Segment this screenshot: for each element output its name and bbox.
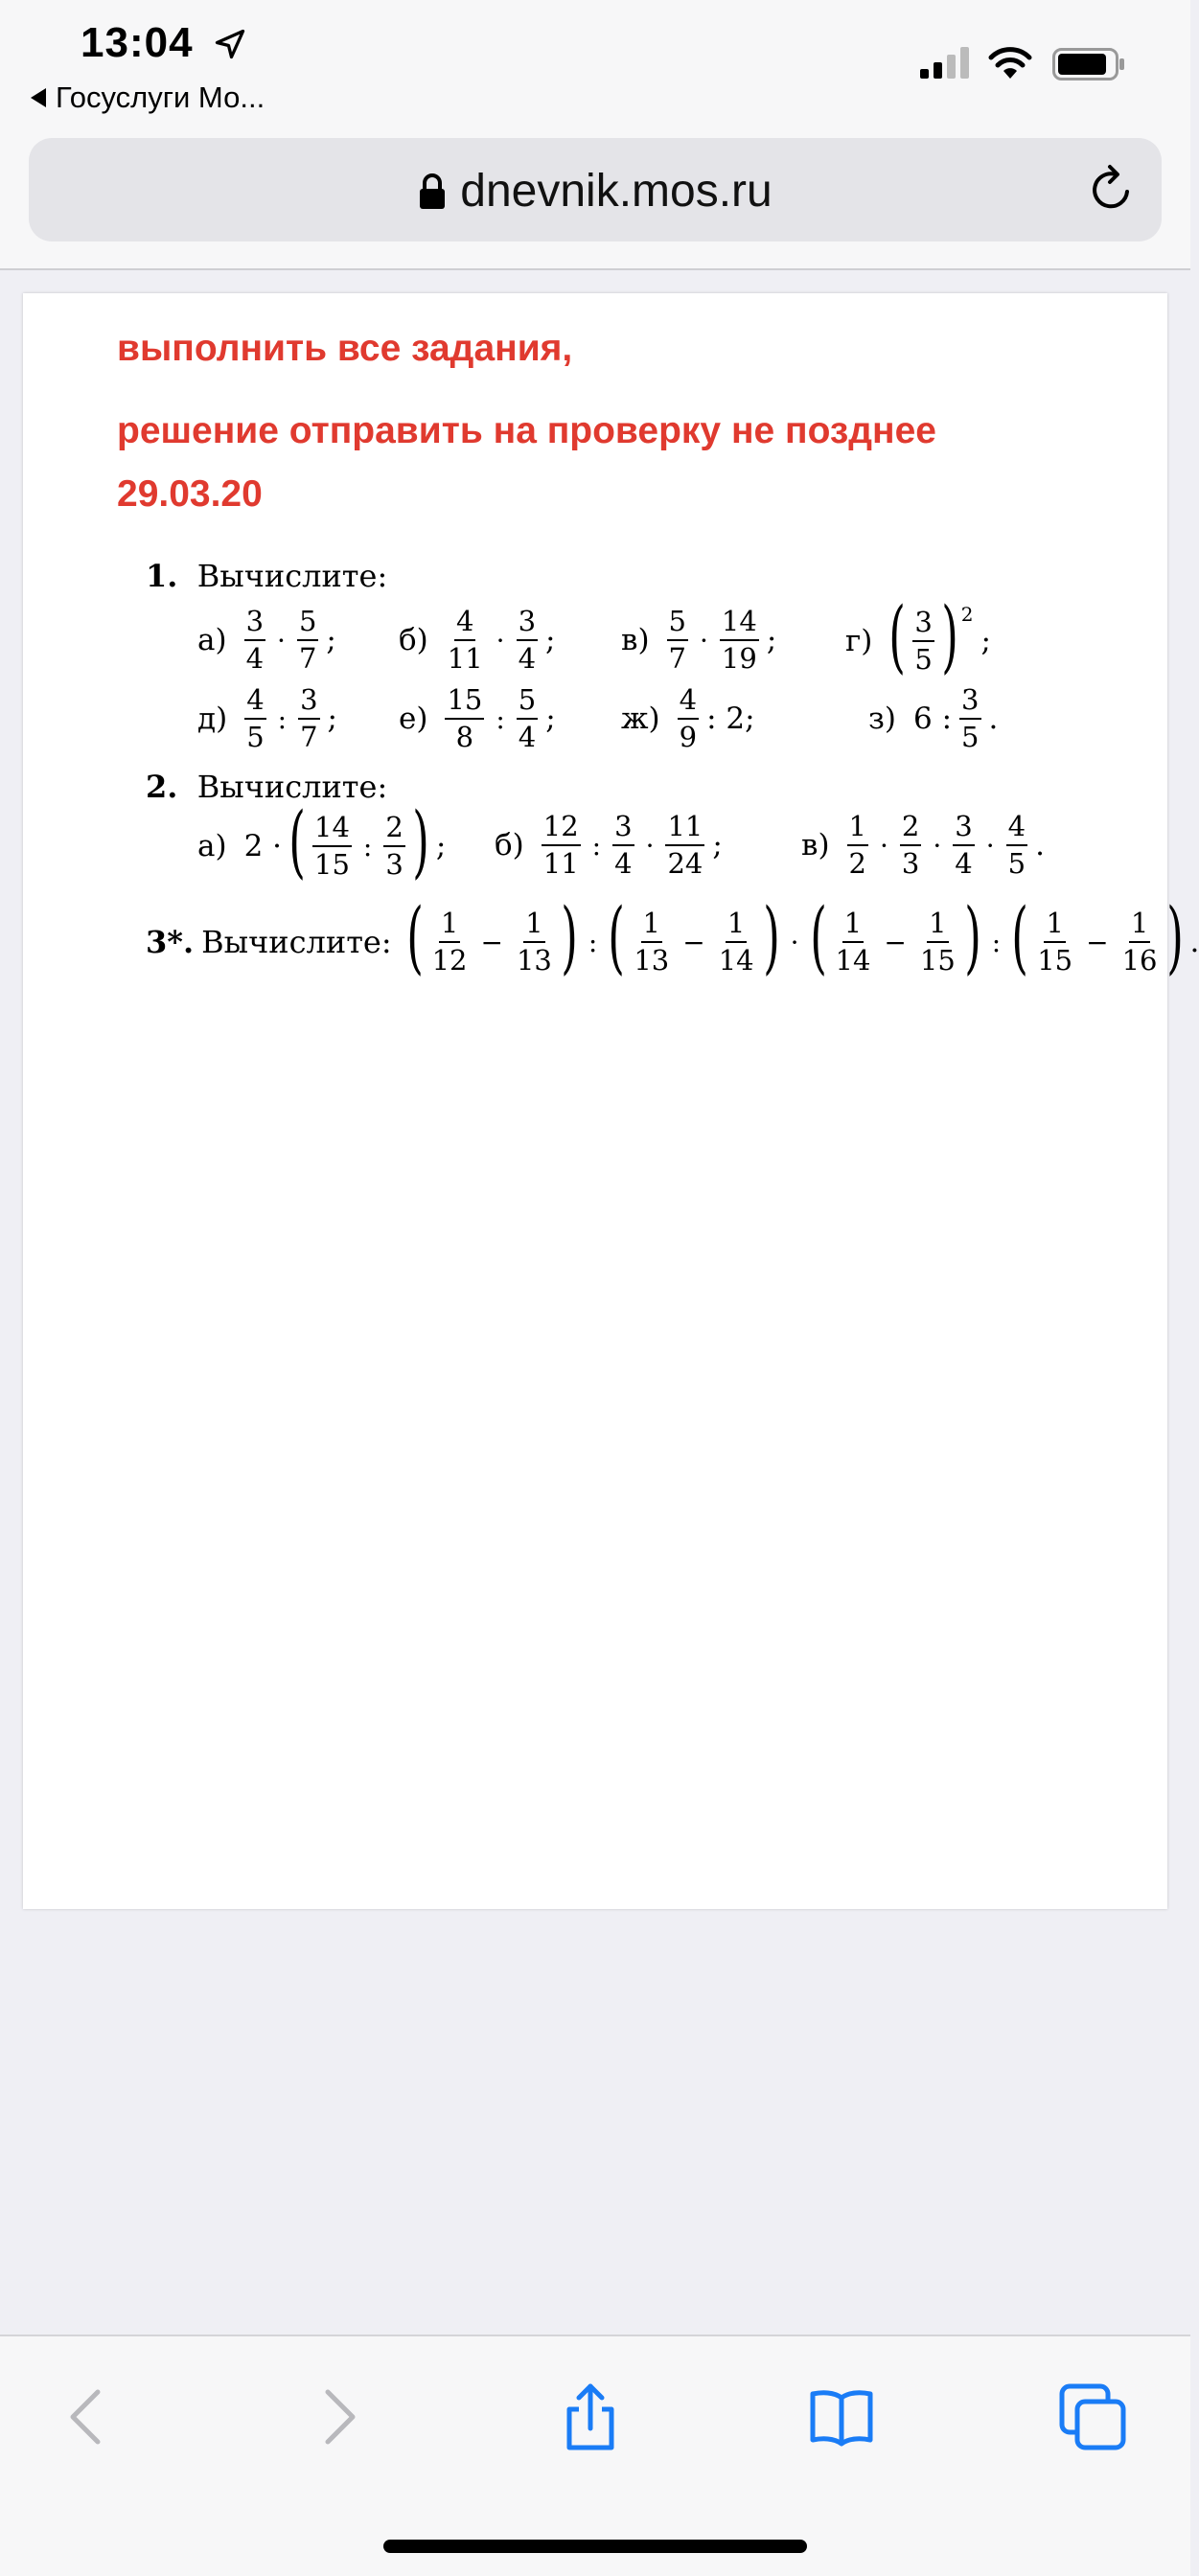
- punct: ;: [435, 829, 447, 863]
- task1-item-b: [399, 605, 556, 675]
- paren: ): [940, 591, 958, 682]
- denominator: 12: [431, 944, 468, 977]
- denominator: 11: [542, 847, 579, 880]
- denominator: 15: [919, 944, 956, 977]
- numerator: 11: [665, 813, 704, 846]
- denominator: 9: [679, 721, 698, 753]
- denominator: 13: [634, 944, 670, 977]
- task2-item-v: [801, 810, 1045, 880]
- task1-item-e: [399, 683, 556, 753]
- operator: :: [591, 829, 602, 862]
- punct: .: [1189, 925, 1199, 959]
- bookmarks-icon[interactable]: [805, 2380, 878, 2453]
- battery-icon: [1052, 48, 1127, 80]
- numerator: 14: [720, 608, 759, 641]
- numerator: 3: [953, 813, 974, 846]
- operator: ·: [933, 829, 942, 862]
- item-label: г): [845, 624, 873, 658]
- task1-item-zh: [621, 683, 755, 753]
- denominator: 24: [667, 847, 703, 880]
- denominator: 8: [455, 721, 474, 753]
- share-icon[interactable]: [554, 2380, 627, 2453]
- task2-title: Вычислите:: [196, 769, 388, 805]
- item-label: б): [399, 623, 428, 657]
- fraction: [446, 605, 485, 675]
- punct: ;: [327, 702, 337, 736]
- numerator: 1: [1129, 909, 1150, 943]
- paren: (: [809, 892, 827, 983]
- operator: −: [884, 926, 907, 958]
- operator: −: [682, 926, 705, 958]
- fraction: [517, 605, 538, 675]
- fraction: [717, 909, 756, 975]
- fraction: [834, 909, 873, 975]
- status-bar: [0, 0, 1190, 134]
- denominator: 4: [614, 847, 633, 880]
- operator: :: [588, 926, 598, 958]
- task1-item-g: [845, 591, 991, 682]
- task1-item-z: [868, 683, 999, 753]
- numerator: 15: [445, 686, 484, 720]
- denominator: 14: [835, 944, 871, 977]
- task1-item-a: [197, 605, 336, 675]
- denominator: 3: [385, 848, 404, 881]
- paren: (: [288, 796, 306, 887]
- denominator: 15: [314, 848, 350, 881]
- lock-icon: [418, 173, 447, 210]
- paren: (: [888, 591, 907, 682]
- item-label: е): [399, 702, 428, 736]
- browser-address-area: [0, 134, 1190, 270]
- task3-expression: [146, 892, 1199, 983]
- denominator: 4: [518, 642, 537, 675]
- numerator: 1: [439, 909, 460, 943]
- denominator: 2: [848, 847, 866, 880]
- numerator: 2: [900, 813, 921, 846]
- numerator: 3: [517, 608, 538, 641]
- denominator: 5: [246, 721, 265, 753]
- forward-icon[interactable]: [301, 2380, 374, 2453]
- address-bar[interactable]: [29, 138, 1162, 242]
- operator: :: [991, 926, 1002, 958]
- item-label: з): [868, 702, 897, 736]
- operator: −: [1086, 926, 1109, 958]
- numerator: 1: [927, 909, 948, 943]
- reload-icon[interactable]: [1085, 163, 1139, 217]
- numerator: 2: [383, 814, 404, 847]
- denominator: 7: [298, 642, 317, 675]
- homework-document: [23, 293, 1199, 1909]
- back-to-app-link[interactable]: [31, 80, 265, 115]
- task1-number: 1.: [146, 558, 178, 594]
- url-text: dnevnik.mos.ru: [460, 166, 772, 217]
- fraction: [959, 683, 980, 753]
- url-display[interactable]: [29, 165, 1162, 218]
- numerator: 1: [726, 909, 747, 943]
- punct: .: [1035, 828, 1045, 862]
- numerator: 4: [454, 608, 475, 641]
- numerator: 5: [517, 686, 538, 720]
- punct: ;: [712, 828, 723, 862]
- item-label: в): [801, 828, 830, 862]
- tabs-icon[interactable]: [1056, 2380, 1129, 2453]
- paren: ): [1165, 892, 1184, 983]
- home-indicator[interactable]: [383, 2540, 807, 2553]
- numerator: 1: [641, 909, 662, 943]
- fraction: [678, 683, 699, 753]
- numerator: 14: [312, 814, 352, 847]
- item-label: ж): [621, 702, 660, 736]
- operator: ·: [985, 829, 995, 862]
- fraction: [244, 605, 265, 675]
- status-time: 13:04: [81, 19, 194, 66]
- paren: (: [608, 892, 626, 983]
- paren: ): [412, 796, 429, 887]
- fraction: [667, 605, 688, 675]
- numerator: 1: [1044, 909, 1065, 943]
- numerator: 3: [912, 609, 934, 642]
- fraction: [297, 605, 318, 675]
- task2-heading: [146, 769, 387, 805]
- denominator: 4: [245, 642, 265, 675]
- numerator: 4: [678, 686, 699, 720]
- back-app-label: Госуслуги Мо...: [56, 80, 265, 114]
- operator: ·: [700, 624, 708, 656]
- back-icon[interactable]: [52, 2380, 125, 2453]
- paren: ): [963, 892, 981, 983]
- operator: −: [480, 926, 503, 958]
- denominator: 5: [961, 721, 980, 753]
- operator: :: [496, 702, 505, 735]
- denominator: 14: [718, 944, 754, 977]
- punct: .: [988, 702, 999, 736]
- denominator: 7: [300, 721, 318, 753]
- fraction: [430, 909, 470, 975]
- denominator: 5: [914, 643, 933, 676]
- denominator: 5: [1007, 847, 1026, 880]
- task2-item-b: [495, 810, 723, 880]
- numerator: 1: [847, 813, 868, 846]
- task3-number: 3*.: [146, 924, 195, 960]
- denominator: 4: [518, 721, 537, 753]
- item-label: б): [495, 828, 524, 862]
- numerator: 5: [297, 608, 318, 641]
- numerator: 1: [523, 909, 544, 943]
- operator: ·: [496, 624, 505, 656]
- paren: (: [405, 892, 424, 983]
- fraction: [665, 810, 704, 880]
- operator: ·: [880, 829, 888, 862]
- denominator: 16: [1121, 944, 1158, 977]
- punct: ;: [980, 624, 991, 658]
- fraction: [1035, 909, 1074, 975]
- wifi-icon: [987, 46, 1033, 80]
- punct: ;: [326, 623, 336, 657]
- fraction: [912, 606, 934, 676]
- denominator: 13: [516, 944, 552, 977]
- task1-title: Вычислите:: [196, 558, 388, 594]
- numerator: 4: [244, 686, 265, 720]
- fraction: [298, 683, 319, 753]
- paren: (: [1011, 892, 1029, 983]
- operator: ·: [790, 926, 799, 958]
- item-label: в): [621, 623, 650, 657]
- fraction: [244, 683, 265, 753]
- paren: ): [762, 892, 780, 983]
- numerator: 4: [1006, 813, 1027, 846]
- cellular-signal-icon: [918, 46, 972, 80]
- expression-head: 2 ·: [243, 829, 283, 863]
- item-label: д): [197, 702, 228, 736]
- fraction: [720, 605, 759, 675]
- operator: :: [362, 830, 373, 862]
- back-triangle-icon: [31, 88, 46, 107]
- fraction: [515, 909, 554, 975]
- denominator: 3: [901, 847, 920, 880]
- exponent: 2: [960, 603, 974, 626]
- numerator: 3: [959, 686, 980, 720]
- numerator: 3: [244, 608, 265, 641]
- fraction: [312, 811, 352, 881]
- task1-heading: [146, 558, 387, 594]
- expression-tail: : 2;: [706, 702, 755, 736]
- task3-title: Вычислите:: [201, 924, 392, 960]
- punct: ;: [545, 623, 556, 657]
- denominator: 11: [447, 642, 483, 675]
- denominator: 4: [955, 847, 973, 880]
- fraction: [847, 810, 868, 880]
- fraction: [517, 683, 538, 753]
- task1-item-d: [197, 683, 337, 753]
- punct: ;: [545, 702, 556, 736]
- denominator: 7: [668, 642, 686, 675]
- operator: ·: [277, 624, 286, 656]
- item-label: а): [197, 829, 227, 863]
- fraction: [445, 683, 484, 753]
- fraction: [918, 909, 957, 975]
- fraction: [953, 810, 974, 880]
- denominator: 19: [721, 642, 757, 675]
- task1-item-v: [621, 605, 777, 675]
- numerator: 1: [842, 909, 864, 943]
- paren: ): [561, 892, 578, 983]
- fraction: [900, 810, 921, 880]
- fraction: [632, 909, 671, 975]
- expression-head: 6 :: [913, 702, 953, 736]
- fraction: [1006, 810, 1027, 880]
- notice-line-1: выполнить все задания,: [117, 328, 573, 369]
- fraction: [542, 810, 581, 880]
- task2-number: 2.: [146, 769, 178, 805]
- operator: ·: [645, 829, 655, 862]
- fraction: [612, 810, 634, 880]
- fraction: [383, 811, 404, 881]
- item-label: а): [197, 623, 227, 657]
- operator: :: [277, 702, 288, 735]
- location-arrow-icon: [213, 27, 247, 61]
- numerator: 5: [667, 608, 688, 641]
- numerator: 3: [612, 813, 634, 846]
- notice-line-3: 29.03.20: [117, 473, 263, 515]
- fraction: [1120, 909, 1160, 975]
- denominator: 15: [1037, 944, 1073, 977]
- numerator: 3: [298, 686, 319, 720]
- numerator: 12: [542, 813, 581, 846]
- notice-line-2: решение отправить на проверку не позднее: [117, 410, 936, 451]
- task2-item-a: [197, 796, 447, 887]
- punct: ;: [766, 623, 777, 657]
